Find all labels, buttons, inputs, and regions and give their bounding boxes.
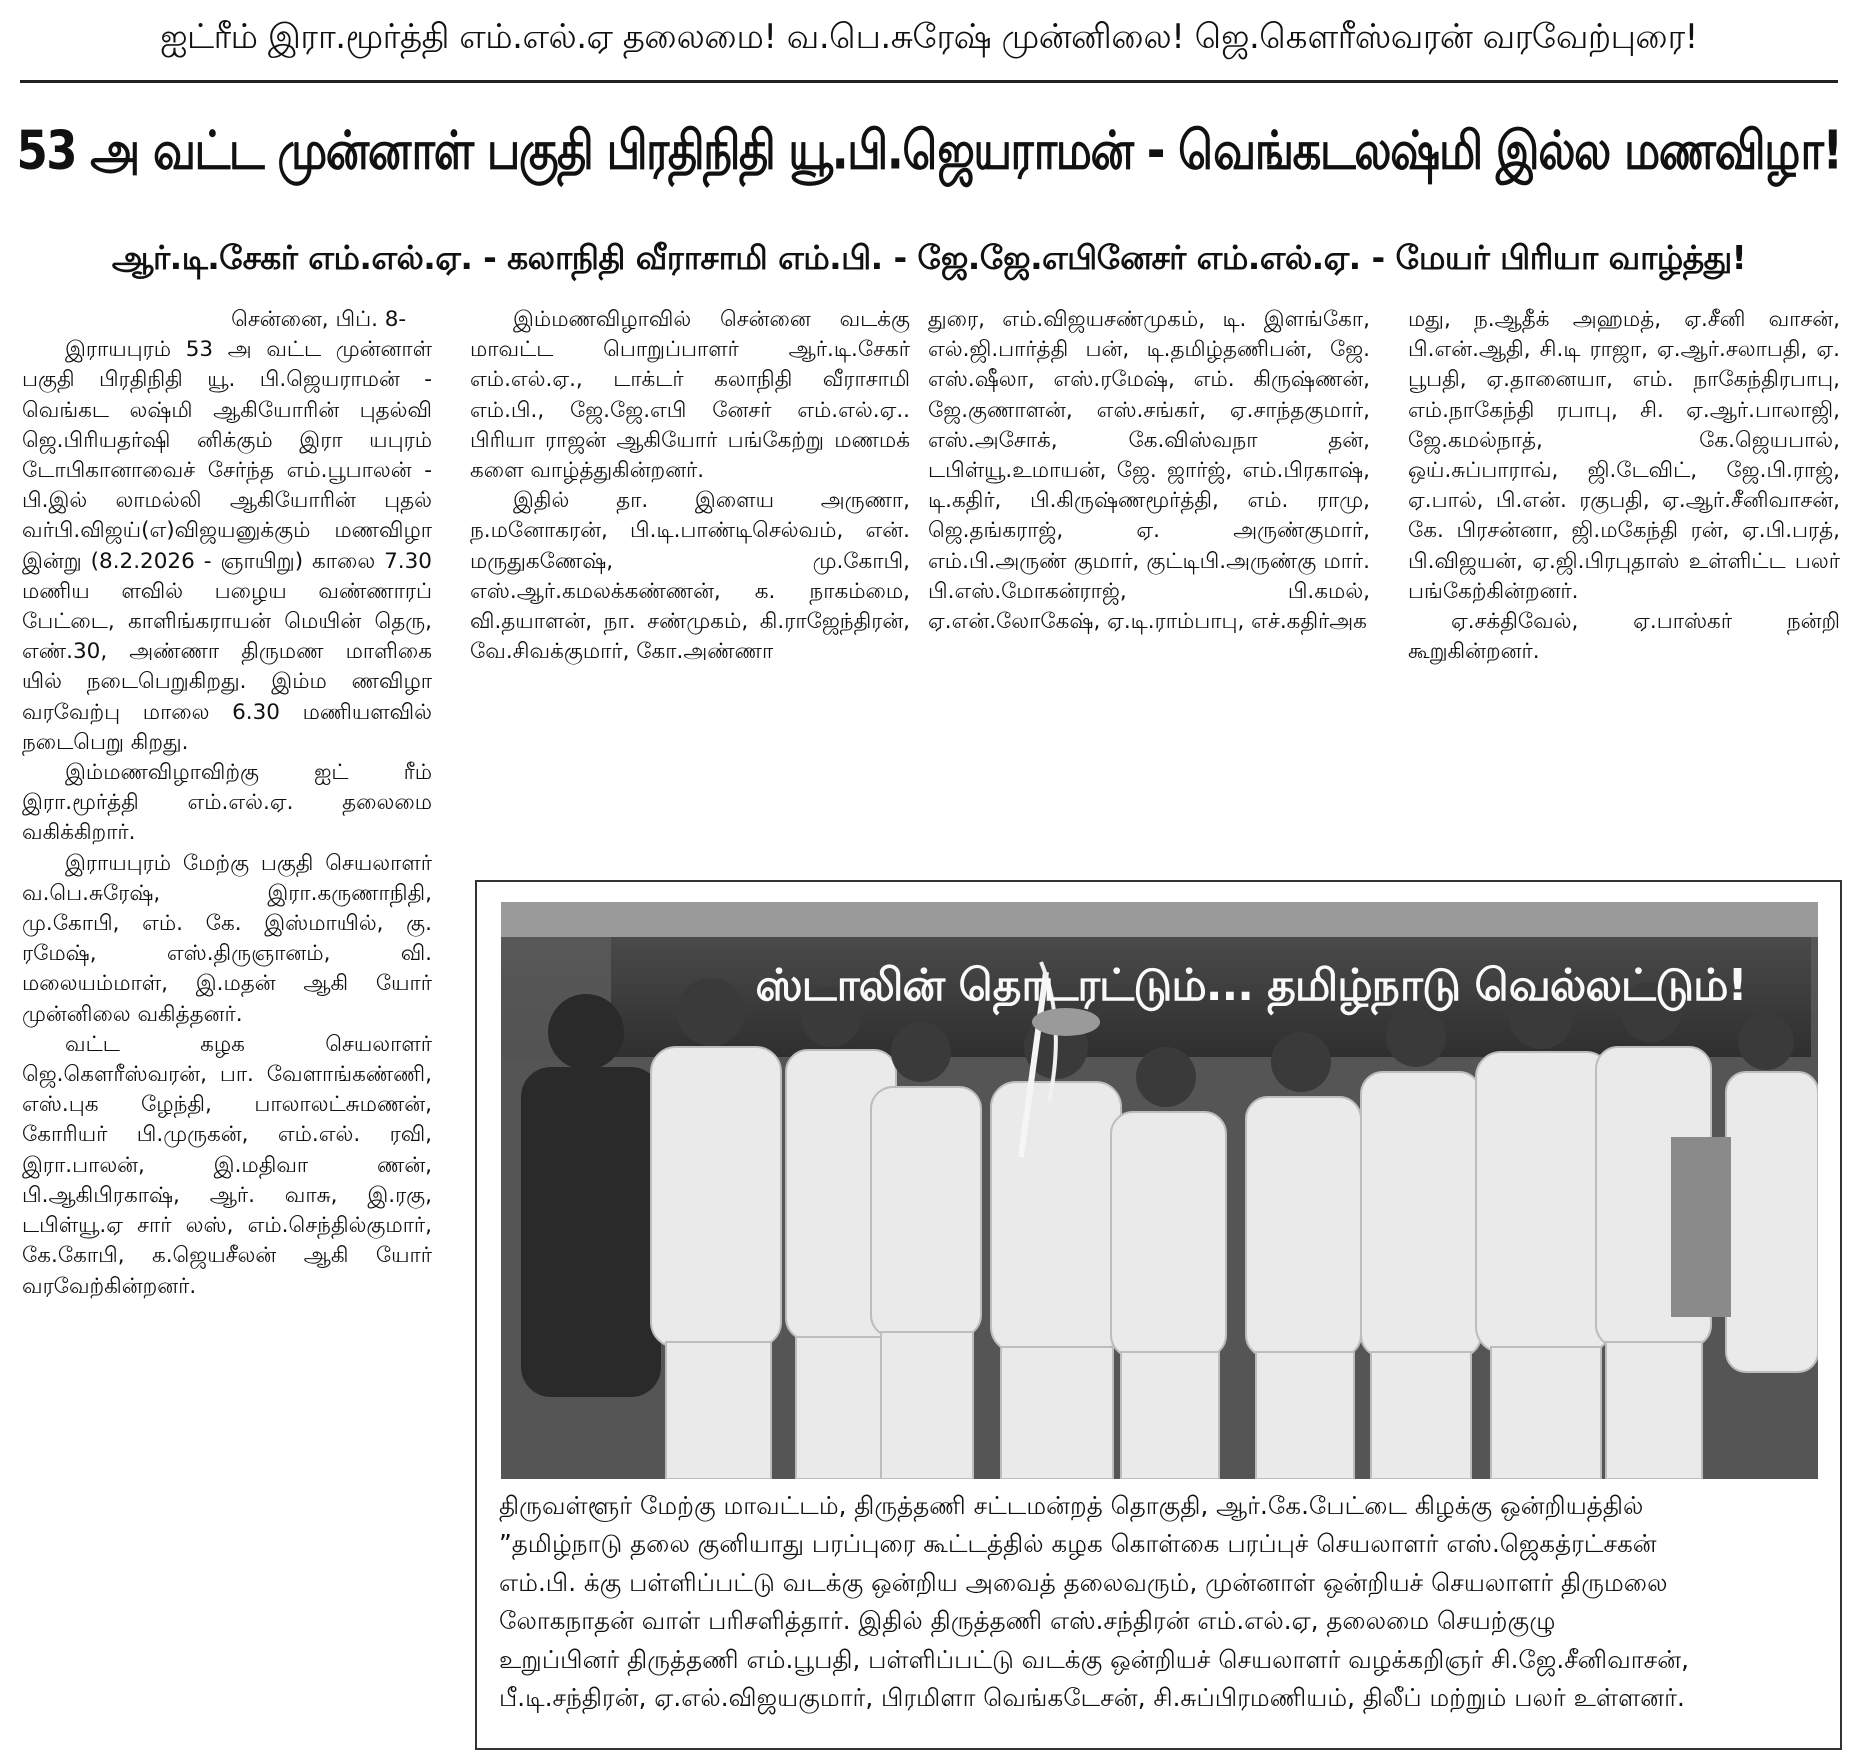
- caption-line: எம்.பி. க்கு பள்ளிப்பட்டு வடக்கு ஒன்றிய அவைத் தலைவரும், முன்னாள் ஒன்றியச் செயலாளர் திருமலை: [499, 1567, 1668, 1597]
- subhead: ஆர்.டி.சேகர் எம்.எல்.ஏ. - கலாநிதி வீராசாமி எம்.பி. - ஜே.ஜே.எபினேசர் எம்.எல்.ஏ. - மேயர் பிரியா வாழ்த்து!: [111, 238, 1747, 277]
- caption-line: ”தமிழ்நாடு தலை குனியாது பரப்புரை கூட்டத்தில் கழக கொள்கை பரப்புச் செயலாளர் எஸ்.ஜெகத்ரட்சகன்: [499, 1529, 1657, 1559]
- paragraph: இராயபுரம் 53 அ வட்ட முன்னாள் பகுதி பிரதிநிதி யூ. பி.ஜெயராமன் - வெங்கட லஷ்மி ஆகியோரின் புதல்வி ஜெ.பிரியதர்ஷி னிக்கும் இரா யபுரம் டோபிகானாவைச் சேர்ந்த எம்.பூபாலன் - பி.இல் லாமல்லி ஆகியோரின் புதல் வர்பி.விஜய்(எ)விஜயனுக்கும் மணவிழா இன்று (8.2.2026 - ஞாயிறு) காலை 7.30 மணிய ளவில் பழைய வண்ணாரப் பேட்டை, காளிங்கராயன் மெயின் தெரு, எண்.30, அண்ணா திருமண மாளிகை யில் நடைபெறுகிறது. இம்ம ணவிழா வரவேற்பு மாலை 6.30 மணியளவில் நடைபெறு கிறது.: [22, 337, 432, 755]
- article-column-4: [1408, 305, 1840, 667]
- kicker-line: ஐட்ரீம் இரா.மூர்த்தி எம்.எல்.ஏ தலைமை! வ.பெ.சுரேஷ் முன்னிலை! ஜெ.கௌரீஸ்வரன் வரவேற்புரை!: [160, 17, 1698, 57]
- dateline: சென்னை, பிப். 8-: [231, 307, 407, 332]
- photo-caption: [499, 1487, 1821, 1717]
- event-photo: [501, 902, 1818, 1479]
- banner-slogan: ஸ்டாலின் தொடரட்டும்... தமிழ்நாடு வெல்லட்டும்!: [755, 960, 1747, 1011]
- caption-line: பீ.டி.சந்திரன், ஏ.எல்.விஜயகுமார், பிரமிளா வெங்கடேசன், சி.சுப்பிரமணியம், திலீப் மற்றும் பலர் உள்ளனர்.: [499, 1683, 1685, 1713]
- caption-line: லோகநாதன் வாள் பரிசளித்தார். இதில் திருத்தணி எஸ்.சந்திரன் எம்.எல்.ஏ, தலைமை செயற்குழு: [499, 1606, 1556, 1636]
- paragraph: வட்ட கழக செயலாளர் ஜெ.கௌரீஸ்வரன், பா. வேளாங்கண்ணி, எஸ்.புக ழேந்தி, பாலாலட்சுமணன், கோரியர் பி.முருகன், எம்.எல். ரவி, இரா.பாலன், இ.மதிவா ணன், பி.ஆகிபிரகாஷ், ஆர். வாசு, இ.ரகு, டபிள்யூ.ஏ சார் லஸ், எம்.செந்தில்குமார், கே.கோபி, க.ஜெயசீலன் ஆகி யோர் வரவேற்கின்றனர்.: [22, 1031, 432, 1299]
- article-column-3: [928, 305, 1370, 637]
- paragraph: இம்மணவிழாவில் சென்னை வடக்கு மாவட்ட பொறுப்பாளர் ஆர்.டி.சேகர் எம்.எல்.ஏ., டாக்டர் கலாநிதி வீராசாமி எம்.பி., ஜே.ஜே.எபி னேசர் எம்.எல்.ஏ.. பிரியா ராஜன் ஆகியோர் பங்கேற்று மணமக் களை வாழ்த்துகின்றனர்.: [470, 307, 910, 484]
- headline: 53 அ வட்ட முன்னாள் பகுதி பிரதிநிதி யூ.பி.ஜெயராமன் - வெங்கடலஷ்மி இல்ல மணவிழா!: [16, 118, 1842, 181]
- paragraph: இம்மணவிழாவிற்கு ஐட் ரீம் இரா.மூர்த்தி எம்.எல்.ஏ. தலைமை வகிக்கிறார்.: [22, 760, 432, 846]
- paragraph: இதில் தா. இளைய அருணா, ந.மனோகரன், பி.டி.பாண்டிசெல்வம், என். மருதுகணேஷ், மு.கோபி, எஸ்.ஆர்.கமலக்கண்ணன், க. நாகம்மை, வி.தயாளன், நா. சண்முகம், கி.ராஜேந்திரன், வே.சிவக்குமார், கோ.அண்ணா: [470, 488, 910, 665]
- article-column-1: [22, 305, 432, 1302]
- paragraph: மது, ந.ஆதீக் அஹமத், ஏ.சீனி வாசன், பி.என்.ஆதி, சி.டி ராஜா, ஏ.ஆர்.சலாபதி, ஏ. பூபதி, ஏ.தானையா, எம். நாகேந்திரபாபு, எம்.நாகேந்தி ரபாபு, சி. ஏ.ஆர்.பாலாஜி, ஜே.கமல்நாத், கே.ஜெயபால், ஒய்.சுப்பாராவ், ஜி.டேவிட், ஜே.பி.ராஜ், ஏ.பால், பி.என். ரகுபதி, ஏ.ஆர்.சீனிவாசன், கே. பிரசன்னா, ஜி.மகேந்தி ரன், ஏ.பி.பரத், பி.விஜயன், ஏ.ஜி.பிரபுதாஸ் உள்ளிட்ட பலர் பங்கேற்கின்றனர்.: [1408, 307, 1840, 604]
- article-column-2: [470, 305, 910, 667]
- caption-line: உறுப்பினர் திருத்தணி எம்.பூபதி, பள்ளிப்பட்டு வடக்கு ஒன்றியச் செயலாளர் வழக்கறிஞர் சி.ஜே.சீனிவாசன்,: [499, 1644, 1689, 1674]
- caption-line: திருவள்ளூர் மேற்கு மாவட்டம், திருத்தணி சட்டமன்றத் தொகுதி, ஆர்.கே.பேட்டை கிழக்கு ஒன்றியத்தில்: [499, 1491, 1644, 1520]
- paragraph: ஏ.சக்திவேல், ஏ.பாஸ்கர் நன்றி கூறுகின்றனர்.: [1408, 609, 1840, 665]
- paragraph: இராயபுரம் மேற்கு பகுதி செயலாளர் வ.பெ.சுரேஷ், இரா.கருணாநிதி, மு.கோபி, எம். கே. இஸ்மாயில், கு. ரமேஷ், எஸ்.திருஞானம், வி. மலையம்மாள், இ.மதன் ஆகி யோர் முன்னிலை வகித்தனர்.: [22, 850, 432, 1027]
- photo-box: [475, 880, 1842, 1750]
- paragraph: துரை, எம்.விஜயசண்முகம், டி. இளங்கோ, எல்.ஜி.பார்த்தி பன், டி.தமிழ்தணிபன், ஜே. எஸ்.ஷீலா, எஸ்.ரமேஷ், எம். கிருஷ்ணன், ஜே.குணாளன், எஸ்.சங்கர், ஏ.சாந்தகுமார், எஸ்.அசோக், கே.விஸ்வநா தன், டபிள்யூ.உமாயன், ஜே. ஜார்ஜ், எம்.பிரகாஷ், டி.கதிர், பி.கிருஷ்ணமூர்த்தி, எம். ராமு, ஜெ.தங்கராஜ், ஏ. அருண்குமார், எம்.பி.அருண் குமார், குட்டிபி.அருண்கு மார். பி.எஸ்.மோகன்ராஜ், பி.கமல், ஏ.என்.லோகேஷ், ஏ.டி.ராம்பாபு, எச்.கதிர்அக: [928, 307, 1370, 635]
- header-rule: [20, 80, 1838, 83]
